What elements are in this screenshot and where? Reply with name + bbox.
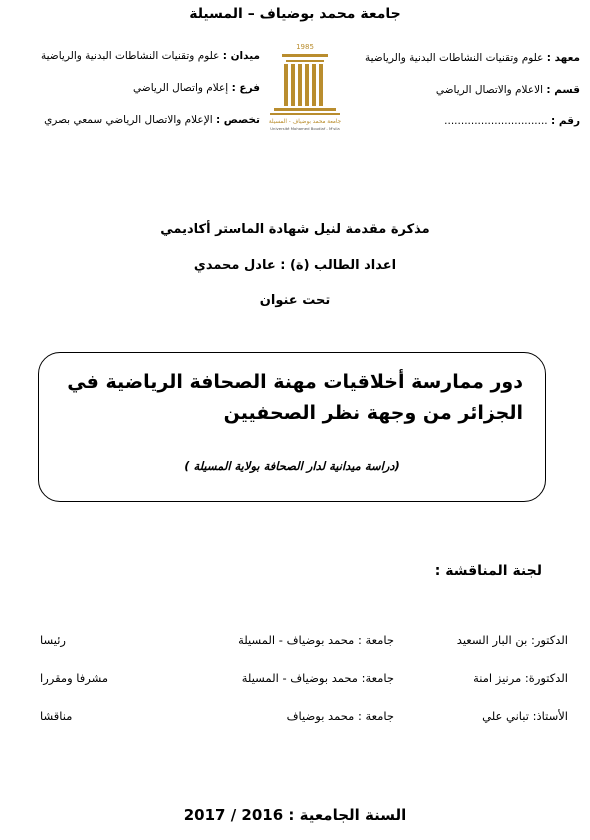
university-logo (268, 40, 342, 132)
meta-field (41, 50, 260, 62)
meta-field-label: ميدان : (222, 50, 260, 62)
committee-member-name: الأستاذ: تباني علي (482, 709, 568, 723)
academic-year: السنة الجامعية : 2016 / 2017 (183, 806, 407, 824)
meta-branch (133, 82, 260, 94)
meta-department-value: الاعلام والاتصال الرياضي (435, 84, 543, 96)
meta-number (444, 115, 580, 127)
meta-branch-value: إعلام واتصال الرياضي (133, 82, 229, 94)
committee-heading: لجنة المناقشة : (434, 563, 542, 579)
meta-department (436, 84, 580, 96)
committee-member-university: جامعة : محمد بوضياف - المسيلة (238, 633, 394, 647)
meta-specialty (44, 114, 260, 126)
student-name: اعداد الطالب (ة) : عادل محمدي (193, 258, 397, 273)
university-name: جامعة محمد بوضياف – المسيلة (189, 6, 401, 22)
committee-member-role: رئيسا (40, 633, 66, 647)
logo-year: 1985 (296, 43, 314, 51)
committee-member-name: الدكتورة: مرنيز امنة (473, 671, 568, 685)
memo-title: مذكرة مقدمة لنيل شهادة الماستر أكاديمي (160, 222, 430, 237)
meta-field-value: علوم وتقنيات النشاطات البدنية والرياضية (41, 50, 220, 62)
thesis-title: دور ممارسة أخلاقيات مهنة الصحافة الرياضية في الجزائر من وجهة نظر الصحفيين (67, 371, 523, 424)
committee-member-university: جامعة : محمد بوضياف (286, 709, 394, 723)
committee-member-university: جامعة: محمد بوضياف - المسيلة (241, 671, 394, 685)
committee-member-role: مناقشا (40, 709, 73, 723)
meta-branch-label: فرع : (231, 82, 260, 94)
study-type: (دراسة ميدانية لدار الصحافة بولاية المسيلة ) (184, 459, 400, 473)
committee-member-name: الدكتور: بن البار السعيد (456, 633, 568, 647)
meta-institute (365, 52, 580, 64)
meta-department-label: قسم : (546, 84, 580, 96)
logo-name-ar: جامعة محمد بوضياف - المسيلة (268, 119, 342, 125)
logo-name-fr: Université Mohamed Boudiaf - M'sila (270, 126, 340, 131)
thesis-title-box (38, 352, 546, 502)
meta-number-label: رقم : (550, 115, 580, 127)
under-title-label: تحت عنوان (259, 293, 331, 308)
meta-specialty-value: الإعلام والاتصال الرياضي سمعي بصري (44, 114, 213, 126)
meta-institute-value: علوم وتقنيات النشاطات البدنية والرياضية (365, 52, 544, 64)
meta-number-value: ............................... (444, 115, 548, 127)
meta-specialty-label: تخصص : (215, 114, 260, 126)
committee-member-role: مشرفا ومقررا (40, 671, 109, 685)
meta-institute-label: معهد : (546, 52, 580, 64)
